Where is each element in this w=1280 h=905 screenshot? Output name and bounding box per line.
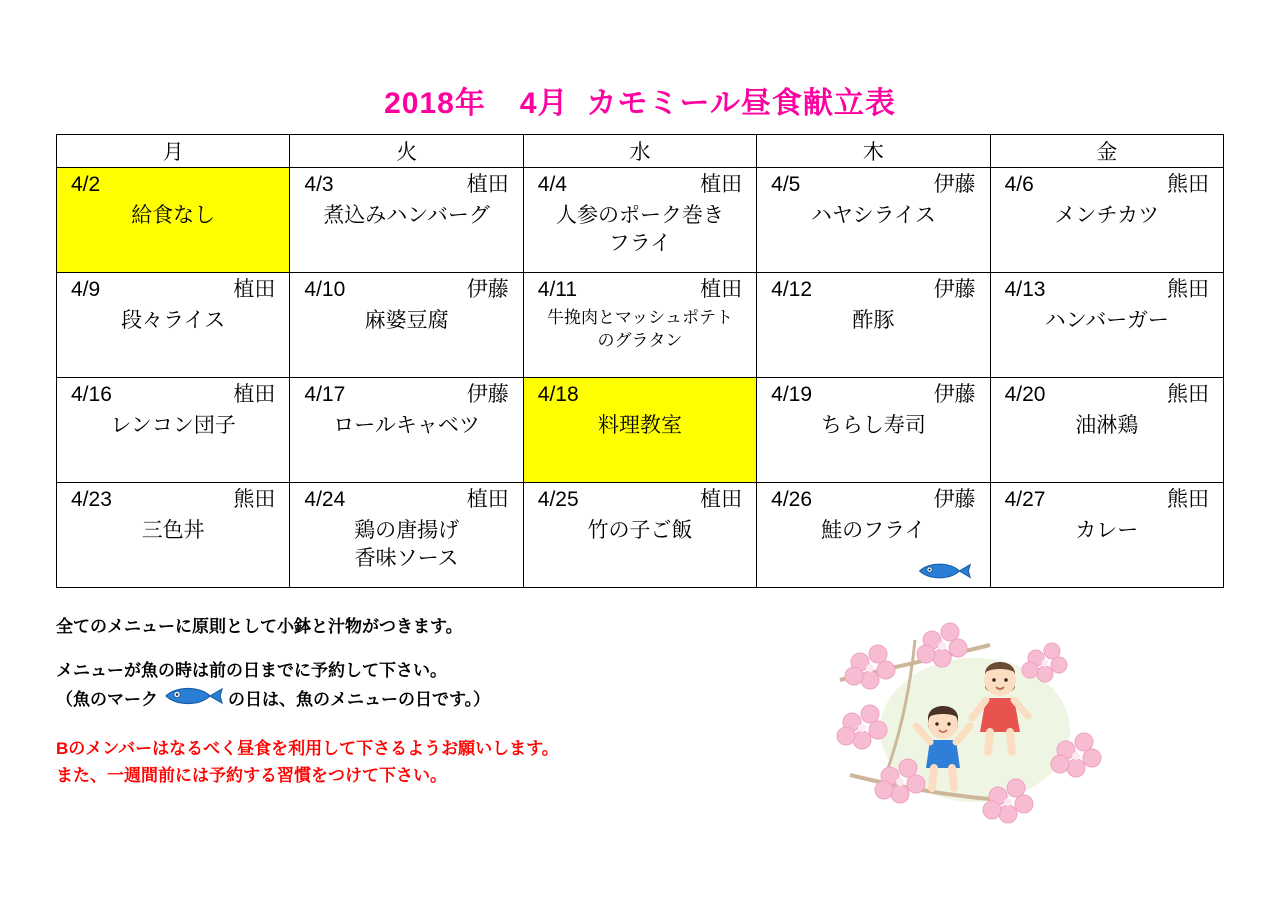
- menu-cell-head: [524, 483, 756, 513]
- menu-cell: [757, 168, 990, 273]
- menu-cell-text: レンコン団子: [110, 414, 236, 438]
- menu-cell-text: 竹の子ご飯: [587, 519, 693, 543]
- note-line-3: [56, 685, 816, 715]
- note-line-3-prefix: （魚のマーク: [56, 689, 158, 709]
- note-spacer: [56, 640, 816, 658]
- menu-cell-head: [757, 168, 989, 198]
- menu-cell-text: 油淋鶏: [1075, 414, 1139, 438]
- menu-cell-date: 4/12: [771, 278, 813, 301]
- menu-cell-staff: 植田: [700, 488, 743, 511]
- menu-cell-text: メンチカツ: [1054, 204, 1160, 228]
- menu-cell: [57, 273, 290, 378]
- column-header-mon: 月: [57, 135, 290, 168]
- menu-cell-staff: 熊田: [1167, 173, 1209, 196]
- menu-cell-date: 4/4: [537, 173, 567, 196]
- note-red-line-1: Bのメンバーはなるべく昼食を利用して下さるようお願いします。: [56, 739, 559, 759]
- menu-cell-head: [991, 273, 1223, 303]
- menu-cell-head: [991, 378, 1223, 408]
- menu-cell: [757, 378, 990, 483]
- menu-cell-text: 酢豚: [852, 309, 895, 333]
- menu-cell-head: [290, 273, 522, 303]
- column-header-tue: 火: [290, 135, 523, 168]
- menu-cell-head: [57, 483, 289, 513]
- menu-cell-staff: 伊藤: [466, 383, 509, 406]
- table-body: [57, 168, 1224, 588]
- menu-cell: [523, 168, 756, 273]
- table-row: [57, 273, 1224, 378]
- menu-cell-head: [524, 273, 756, 303]
- menu-cell-staff: 伊藤: [466, 278, 509, 301]
- notes-block: [56, 614, 816, 789]
- menu-cell-head: [991, 483, 1223, 513]
- menu-cell-date: 4/20: [1004, 383, 1046, 406]
- column-header-wed: 水: [523, 135, 756, 168]
- menu-cell-text: 鶏の唐揚げ 香味ソース: [354, 519, 460, 570]
- menu-cell-staff: 熊田: [233, 488, 276, 511]
- menu-cell-date: 4/23: [71, 488, 112, 511]
- menu-cell-head: [757, 273, 989, 303]
- page-title: [0, 78, 1280, 122]
- title-month: 4月: [519, 87, 569, 120]
- menu-cell-head: [524, 168, 756, 198]
- menu-cell-head: [991, 168, 1223, 198]
- menu-cell: [757, 273, 990, 378]
- menu-cell-text: ちらし寿司: [820, 414, 926, 438]
- menu-cell-text: 鮭のフライ: [821, 519, 926, 543]
- menu-cell: [523, 378, 756, 483]
- table-header-row: [57, 135, 1224, 168]
- menu-cell-date: 4/9: [71, 278, 101, 301]
- menu-cell-head: [57, 273, 289, 303]
- menu-cell-text: 段々ライス: [121, 309, 226, 333]
- menu-cell-text: 牛挽肉とマッシュポテト のグラタン: [546, 308, 733, 351]
- menu-cell-date: 4/24: [304, 488, 346, 511]
- menu-cell-date: 4/25: [537, 488, 579, 511]
- menu-cell-date: 4/3: [304, 173, 334, 196]
- menu-cell-staff: 伊藤: [933, 173, 976, 196]
- menu-cell-text: ハンバーガー: [1044, 309, 1169, 333]
- menu-cell-text: 麻婆豆腐: [364, 309, 449, 333]
- menu-cell-date: 4/11: [537, 278, 578, 301]
- column-header-fri: 金: [990, 135, 1223, 168]
- menu-cell: [290, 378, 523, 483]
- menu-cell: [290, 273, 523, 378]
- menu-cell-staff: 植田: [233, 278, 276, 301]
- menu-cell-head: [757, 483, 989, 513]
- title-text: カモミール昼食献立表: [586, 87, 896, 120]
- menu-cell: [523, 273, 756, 378]
- menu-cell-head: [57, 378, 289, 408]
- menu-cell-text: 給食なし: [131, 204, 216, 228]
- title-year: 2018年: [384, 87, 486, 120]
- menu-cell: [990, 378, 1223, 483]
- menu-cell-staff: 植田: [700, 278, 743, 301]
- table-row: [57, 168, 1224, 273]
- column-header-thu: 木: [757, 135, 990, 168]
- menu-cell-date: 4/19: [771, 383, 813, 406]
- menu-cell: [290, 483, 523, 588]
- menu-cell-head: [524, 378, 756, 408]
- menu-cell-head: [57, 168, 289, 198]
- menu-cell: [57, 168, 290, 273]
- menu-cell-staff: 伊藤: [933, 383, 976, 406]
- note-red-line-2: また、一週間前には予約する習慣をつけて下さい。: [56, 766, 447, 786]
- menu-cell-date: 4/18: [537, 383, 579, 406]
- table-row: [57, 483, 1224, 588]
- menu-cell-staff: 植田: [233, 383, 276, 406]
- menu-cell-text: カレー: [1075, 519, 1139, 543]
- menu-cell-date: 4/2: [71, 173, 101, 196]
- note-line-3-suffix: の日は、魚のメニューの日です。）: [228, 689, 491, 709]
- cherry-blossom-children-illustration: [820, 600, 1120, 830]
- menu-cell-head: [290, 483, 522, 513]
- menu-cell-head: [290, 168, 522, 198]
- menu-cell-staff: 伊藤: [933, 278, 976, 301]
- menu-cell: [290, 168, 523, 273]
- note-line-2: メニューが魚の時は前の日までに予約して下さい。: [56, 661, 447, 681]
- menu-table: [56, 134, 1224, 588]
- menu-cell-date: 4/5: [771, 173, 801, 196]
- menu-cell: [523, 483, 756, 588]
- menu-cell: [57, 483, 290, 588]
- menu-cell-head: [757, 378, 989, 408]
- note-line-1: 全てのメニューに原則として小鉢と汁物がつきます。: [56, 617, 463, 636]
- menu-cell-text: 料理教室: [597, 414, 682, 438]
- fish-icon: [162, 685, 224, 715]
- menu-cell-date: 4/13: [1004, 278, 1046, 301]
- menu-cell-date: 4/10: [304, 278, 346, 301]
- note-red-block: [56, 735, 816, 789]
- menu-cell: [990, 273, 1223, 378]
- menu-cell: [990, 483, 1223, 588]
- menu-cell: [57, 378, 290, 483]
- menu-cell: [990, 168, 1223, 273]
- menu-cell-date: 4/26: [771, 488, 813, 511]
- table-row: [57, 378, 1224, 483]
- menu-cell: [757, 483, 990, 588]
- menu-cell-date: 4/27: [1004, 488, 1046, 511]
- menu-cell-staff: 伊藤: [933, 488, 976, 511]
- menu-cell-text: 人参のポーク巻き フライ: [555, 204, 724, 255]
- menu-cell-staff: 植田: [466, 173, 509, 196]
- menu-cell-date: 4/17: [304, 383, 346, 406]
- menu-cell-staff: 熊田: [1167, 383, 1209, 406]
- menu-cell-date: 4/16: [71, 383, 112, 406]
- menu-cell-staff: 熊田: [1167, 278, 1209, 301]
- menu-cell-head: [290, 378, 522, 408]
- fish-icon: [916, 561, 972, 581]
- menu-cell-text: ハヤシライス: [810, 204, 936, 228]
- menu-cell-staff: 植田: [466, 488, 509, 511]
- menu-cell-date: 4/6: [1004, 173, 1034, 196]
- menu-cell-staff: 植田: [700, 173, 743, 196]
- menu-cell-text: 三色丼: [141, 519, 205, 543]
- menu-cell-staff: 熊田: [1167, 488, 1209, 511]
- menu-cell-text: 煮込みハンバーグ: [323, 204, 490, 228]
- menu-cell-text: ロールキャベツ: [333, 414, 480, 438]
